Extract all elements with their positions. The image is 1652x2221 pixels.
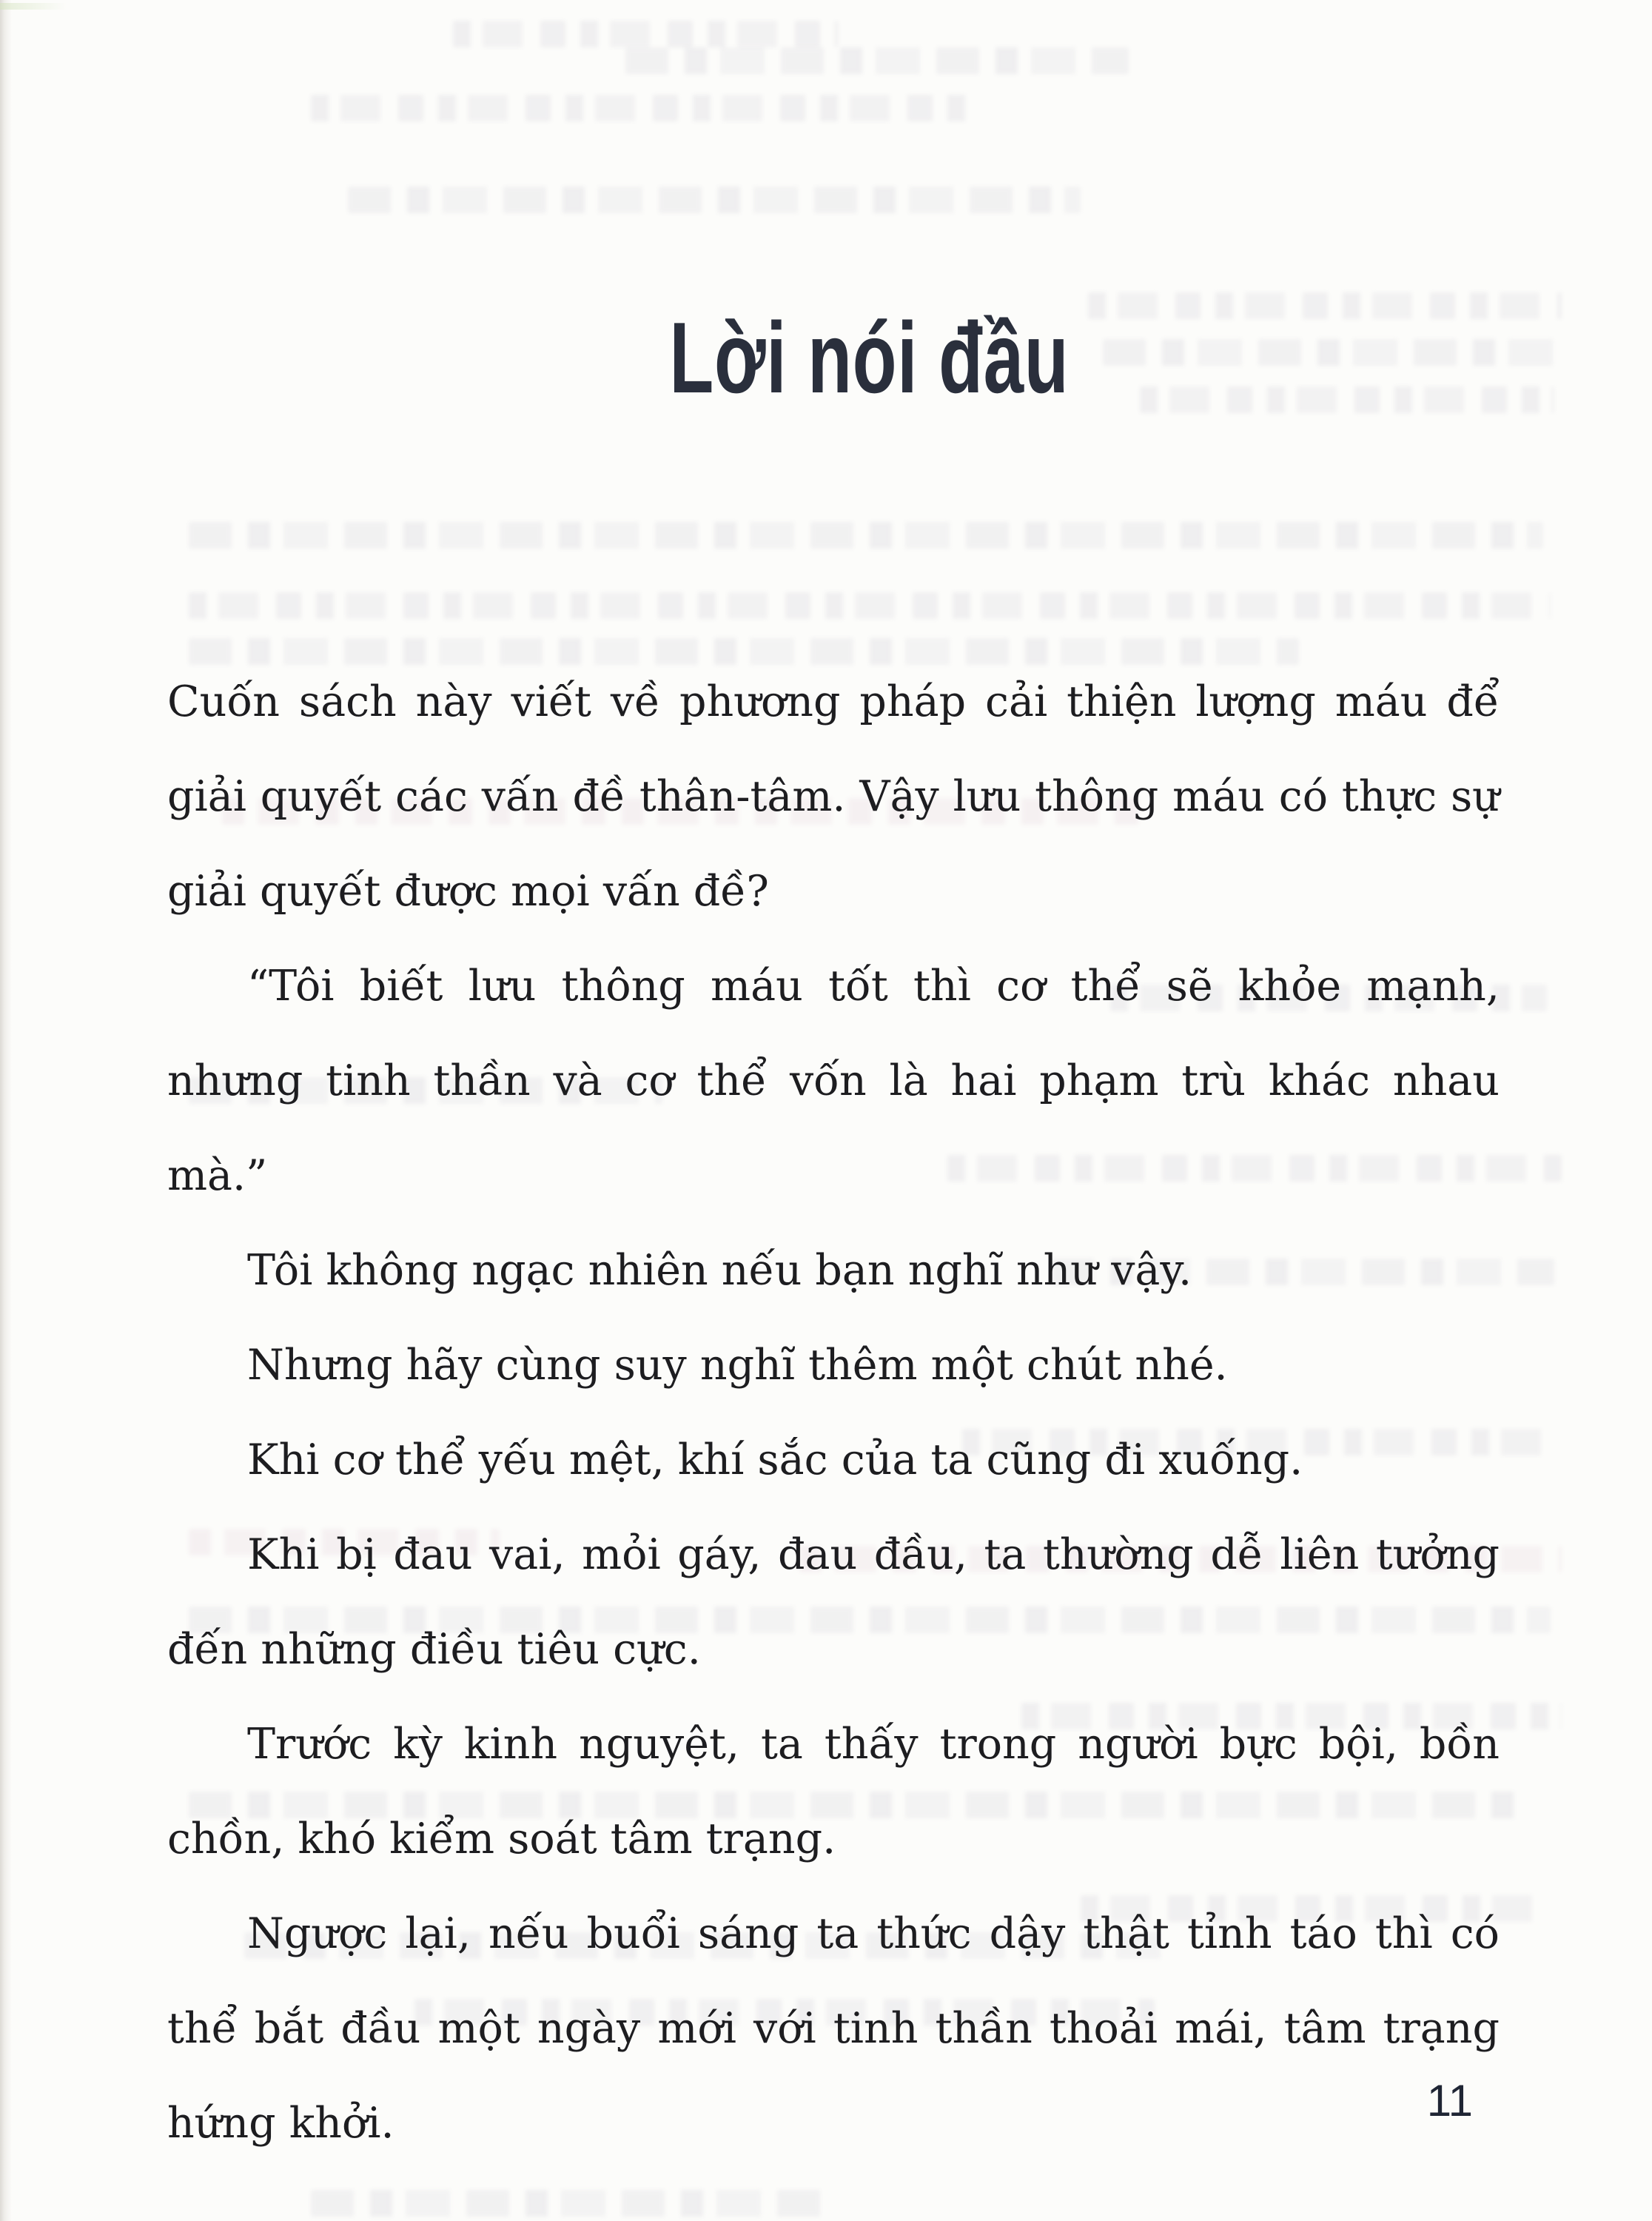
page-number: 11 <box>1426 2076 1473 2125</box>
paragraph-3: Tôi không ngạc nhiên nếu bạn nghĩ như vậy. <box>247 1246 1192 1295</box>
bleedthrough-line <box>189 522 1543 549</box>
bleedthrough-line <box>348 187 1081 213</box>
paragraph-4: Nhưng hãy cùng suy nghĩ thêm một chút nhé. <box>247 1341 1228 1390</box>
bleedthrough-line <box>453 21 838 47</box>
body-text-block <box>167 654 1500 2171</box>
chapter-title-text: Lời nói đầu <box>669 301 1070 414</box>
paragraph-2: “Tôi biết lưu thông máu tốt thì cơ thể sẽ khỏe mạnh, nhưng tinh thần và cơ thể vốn là hai phạm trù khác nhau mà.” <box>167 962 1500 1200</box>
paragraph-8: Ngược lại, nếu buổi sáng ta thức dậy thật tỉnh táo thì có thể bắt đầu một ngày mới với tinh thần thoải mái, tâm trạng hứng khởi. <box>167 1909 1500 2148</box>
bleedthrough-line <box>311 2190 829 2217</box>
paragraph-5: Khi cơ thể yếu mệt, khí sắc của ta cũng đi xuống. <box>247 1436 1303 1484</box>
bleedthrough-line <box>311 95 977 121</box>
scan-corner-tint <box>0 3 67 10</box>
paragraph-1: Cuốn sách này viết về phương pháp cải thiện lượng máu để giải quyết các vấn đề thân-tâm. Vậy lưu thông máu có thực sự giải quyết được mọi vấn đề? <box>167 677 1500 916</box>
bleedthrough-line <box>625 47 1129 74</box>
bleedthrough-line <box>189 592 1551 619</box>
paragraph-6: Khi bị đau vai, mỏi gáy, đau đầu, ta thường dễ liên tưởng đến những điều tiêu cực. <box>167 1530 1500 1674</box>
chapter-title <box>0 301 1652 414</box>
paragraph-7: Trước kỳ kinh nguyệt, ta thấy trong người bực bội, bồn chồn, khó kiểm soát tâm trạng. <box>167 1720 1500 1863</box>
